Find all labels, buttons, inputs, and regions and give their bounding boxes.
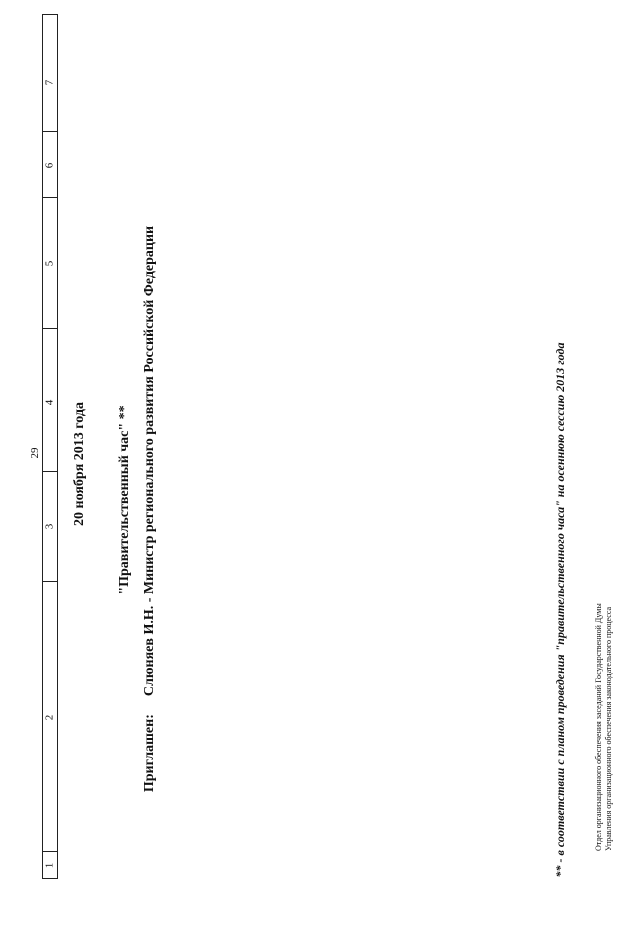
invitation-line <box>141 129 159 889</box>
column-divider <box>43 851 57 852</box>
source-department-line: Отдел организационного обеспечения заседаний Государственной Думы <box>594 603 603 851</box>
column-number-3: 3 <box>43 523 56 530</box>
invitation-label: Приглашен: <box>142 714 157 793</box>
column-divider <box>43 197 57 198</box>
invitee-name: Слюняев И.Н. - Министр регионального развития Российской Федерации <box>142 225 157 697</box>
column-divider <box>43 581 57 582</box>
column-number-4: 4 <box>43 399 56 406</box>
footnote: ** - в соответствии с планом проведения "правительственного часа" на осеннюю сессию 2013 года <box>553 342 567 878</box>
section-title: "Правительственный час" ** <box>117 405 132 595</box>
source-directorate-line: Управления организационного обеспечения законодательного процесса <box>604 606 613 851</box>
session-date: 20 ноября 2013 года <box>72 402 87 526</box>
column-number-7: 7 <box>43 79 56 86</box>
page-number: 29 <box>29 447 41 459</box>
column-divider <box>43 131 57 132</box>
column-number-2: 2 <box>43 714 56 721</box>
column-divider <box>43 471 57 472</box>
column-number-strip <box>42 14 58 879</box>
column-number-6: 6 <box>43 162 56 169</box>
column-number-1: 1 <box>43 862 56 869</box>
column-divider <box>43 328 57 329</box>
column-number-5: 5 <box>43 260 56 267</box>
